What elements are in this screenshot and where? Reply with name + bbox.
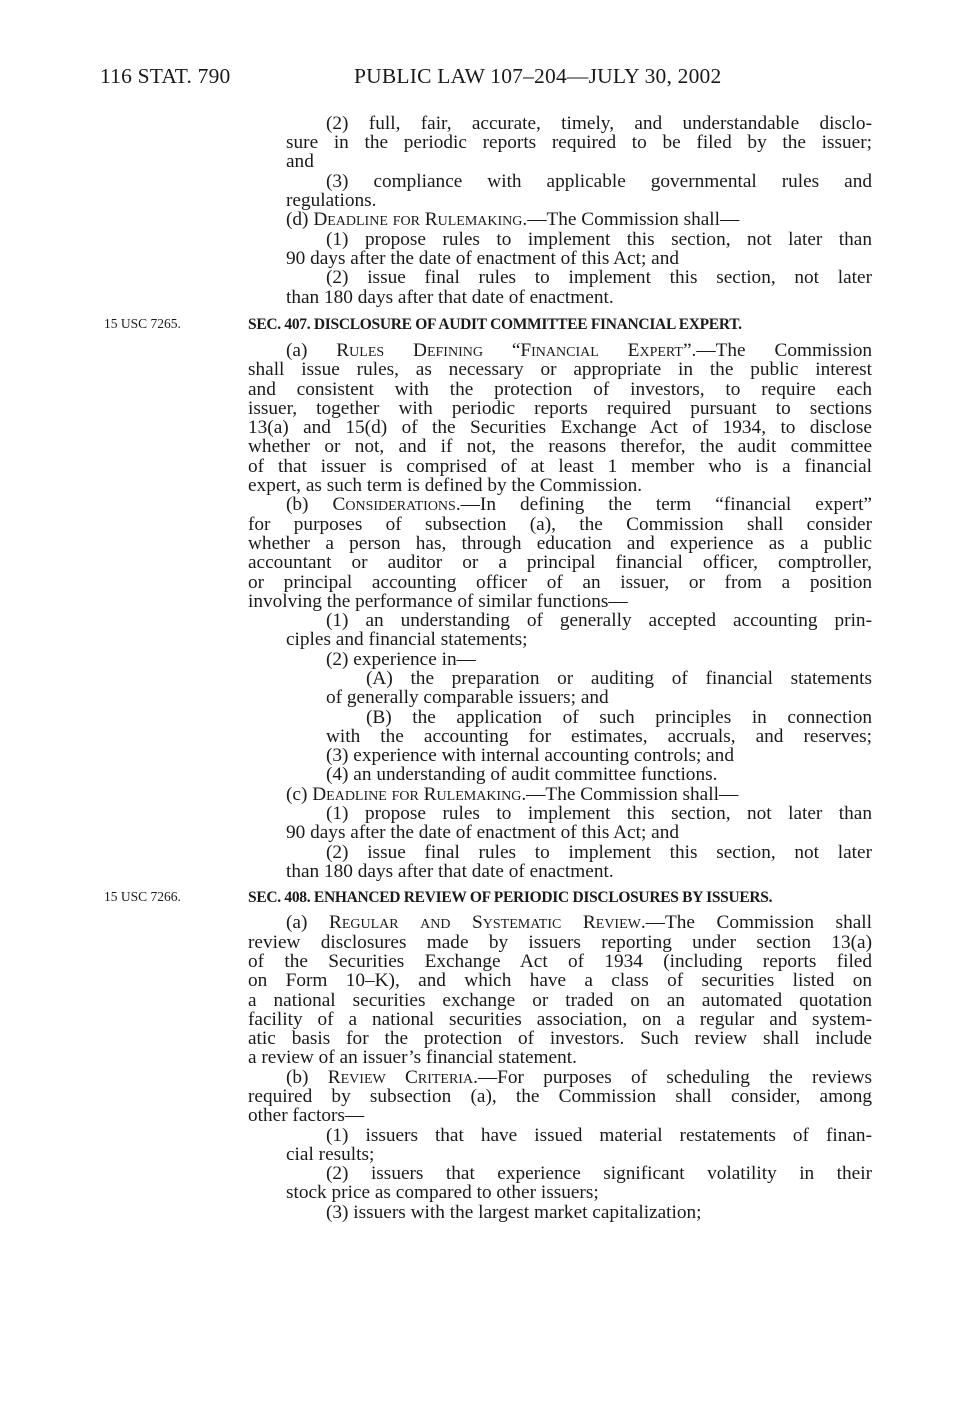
text-line: accountant or auditor or a principal financial officer, comptroller, [248,552,872,573]
text-line: sure in the periodic reports required to be filed by the issuer; [286,132,872,153]
subsection-label: (b) [286,494,333,515]
text-line: of the Securities Exchange Act of 1934 (including reports filed [248,951,872,972]
subsection-lead: .—The Commission shall [640,912,872,933]
subsection-heading [286,495,872,514]
text-line: and [286,151,314,172]
subsection-label: (a) [286,340,337,361]
text-line: (A) the preparation or auditing of financial statements [366,668,872,689]
text-line: whether or not, and if not, the reasons therefor, the audit committee [248,436,872,457]
text-line: atic basis for the protection of investors. Such review shall include [248,1028,872,1049]
text-line: a national securities exchange or traded on an automated quotation [248,990,872,1011]
subsection-caption: Considerations [332,494,456,515]
text-line: and consistent with the protection of investors, to require each [248,379,872,400]
margin-note-sec408: 15 USC 7266. [104,889,181,904]
text-line: than 180 days after that date of enactment. [286,861,614,882]
text-line: regulations. [286,190,377,211]
text-line: (1) propose rules to implement this section, not later than [326,229,872,250]
subsection-heading [286,1068,872,1087]
text-line: (2) issue final rules to implement this section, not later [326,842,872,863]
text-line: shall issue rules, as necessary or appropriate in the public interest [248,359,872,380]
text-line: (2) issue final rules to implement this section, not later [326,267,872,288]
subsection-caption: Rules Defining “Financial Expert” [336,340,692,361]
text-line: 90 days after the date of enactment of this Act; and [286,248,679,269]
text-line: (2) full, fair, accurate, timely, and understandable disclo- [326,113,872,134]
section-heading-407: SEC. 407. DISCLOSURE OF AUDIT COMMITTEE FINANCIAL EXPERT. [248,316,742,333]
subsection-lead: .—The Commission shall— [521,784,739,805]
text-line: issuer, together with periodic reports required pursuant to sections [248,398,872,419]
subsection-label: (b) [286,1067,328,1088]
text-line: (1) propose rules to implement this section, not later than [326,803,872,824]
text-line: (3) issuers with the largest market capitalization; [326,1202,702,1223]
text-line: (2) experience in— [326,649,476,670]
subsection-label: (c) [286,784,313,805]
text-line: stock price as compared to other issuers; [286,1182,599,1203]
text-line: 90 days after the date of enactment of this Act; and [286,822,679,843]
text-line: (4) an understanding of audit committee functions. [326,764,718,785]
subsection-lead: .—The Commission [691,340,872,361]
text-line: whether a person has, through education and experience as a public [248,533,872,554]
subsection-caption: Review Criteria [327,1067,474,1088]
text-line: (2) issuers that experience significant volatility in their [326,1163,872,1184]
text-line: or principal accounting officer of an issuer, or from a position [248,572,872,593]
text-line: (B) the application of such principles in connection [366,707,872,728]
subsection-lead: .—The Commission shall— [522,209,740,230]
text-line: of that issuer is comprised of at least 1 member who is a financial [248,456,872,477]
subsection-label: (a) [286,912,329,933]
text-line: for purposes of subsection (a), the Commission shall consider [248,514,872,535]
page-number: 116 STAT. 790 [100,64,231,88]
text-line: (1) issuers that have issued material restatements of finan- [326,1125,872,1146]
subsection-heading [286,913,872,932]
text-line: ciples and financial statements; [286,629,528,650]
subsection-heading [286,210,872,229]
text-line: other factors— [248,1105,365,1126]
text-line: required by subsection (a), the Commission shall consider, among [248,1086,872,1107]
subsection-label: (d) [286,209,314,230]
subsection-lead: .—In defining the term “financial expert” [455,494,872,515]
subsection-heading [286,341,872,360]
text-line: (3) experience with internal accounting controls; and [326,745,734,766]
subsection-caption: Deadline for Rulemaking [312,784,522,805]
text-line: review disclosures made by issuers reporting under section 13(a) [248,932,872,953]
text-line: cial results; [286,1144,375,1165]
text-line: (3) compliance with applicable governmental rules and [326,171,872,192]
text-line: facility of a national securities association, on a regular and system- [248,1009,872,1030]
subsection-caption: Regular and Systematic Review [328,912,641,933]
text-line: with the accounting for estimates, accruals, and reserves; [326,726,872,747]
text-line: (1) an understanding of generally accepted accounting prin- [326,610,872,631]
text-line: than 180 days after that date of enactment. [286,287,614,308]
text-line: on Form 10–K), and which have a class of securities listed on [248,970,872,991]
running-title: PUBLIC LAW 107–204—JULY 30, 2002 [354,64,722,88]
text-line: 13(a) and 15(d) of the Securities Exchange Act of 1934, to disclose [248,417,872,438]
subsection-lead: .—For purposes of scheduling the reviews [473,1067,872,1088]
subsection-caption: Deadline for Rulemaking [313,209,523,230]
margin-note-sec407: 15 USC 7265. [104,316,181,331]
text-line: expert, as such term is defined by the Commission. [248,475,643,496]
text-line: of generally comparable issuers; and [326,687,609,708]
subsection-heading [286,785,872,804]
text-line: a review of an issuer’s financial statement. [248,1047,577,1068]
section-heading-408: SEC. 408. ENHANCED REVIEW OF PERIODIC DISCLOSURES BY ISSUERS. [248,889,773,906]
text-line: involving the performance of similar functions— [248,591,628,612]
